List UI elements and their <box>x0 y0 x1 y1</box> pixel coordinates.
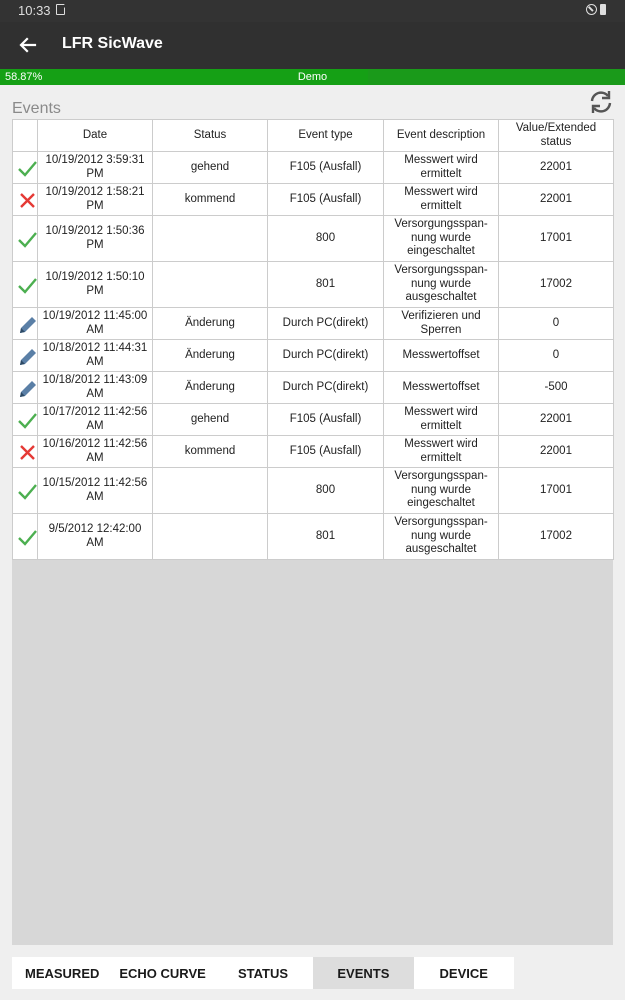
cell-event-type: Durch PC(direkt) <box>268 308 384 340</box>
tab-events[interactable]: EVENTS <box>313 957 413 989</box>
cell-event-description: Versorgungsspan-nung wurde ausgeschaltet <box>384 262 499 308</box>
cell-event-description: Verifizieren und Sperren <box>384 308 499 340</box>
cell-status <box>153 216 268 262</box>
cell-value: 17002 <box>499 514 614 560</box>
system-status-bar <box>0 0 625 22</box>
check-icon <box>16 526 38 548</box>
table-row[interactable] <box>13 514 614 560</box>
table-row[interactable] <box>13 152 614 184</box>
cell-date: 9/5/2012 12:42:00 AM <box>38 514 153 560</box>
cell-icon <box>13 308 38 340</box>
cell-status <box>153 468 268 514</box>
cell-event-description: Versorgungsspan-nung wurde eingeschaltet <box>384 216 499 262</box>
cross-icon <box>16 189 38 211</box>
header-event-type[interactable]: Event type <box>268 120 384 152</box>
header-icon <box>13 120 38 152</box>
tab-measured[interactable]: MEASURED <box>24 966 100 981</box>
app-bar <box>0 22 625 69</box>
check-icon <box>16 157 38 179</box>
cell-date: 10/15/2012 11:42:56 AM <box>38 468 153 514</box>
cell-status <box>153 514 268 560</box>
cell-status: gehend <box>153 152 268 184</box>
table-row[interactable] <box>13 340 614 372</box>
cell-value: -500 <box>499 372 614 404</box>
tab-echo-curve[interactable]: ECHO CURVE <box>119 966 206 981</box>
tab-status[interactable]: STATUS <box>237 966 289 981</box>
cell-event-type: Durch PC(direkt) <box>268 372 384 404</box>
cell-event-type: F105 (Ausfall) <box>268 404 384 436</box>
cell-value: 0 <box>499 308 614 340</box>
cell-event-description: Messwert wird ermittelt <box>384 404 499 436</box>
cell-value: 17002 <box>499 262 614 308</box>
cell-event-description: Messwert wird ermittelt <box>384 436 499 468</box>
cell-icon <box>13 184 38 216</box>
check-icon <box>16 274 38 296</box>
cell-icon <box>13 468 38 514</box>
table-row[interactable] <box>13 216 614 262</box>
table-row[interactable] <box>13 184 614 216</box>
cell-value: 0 <box>499 340 614 372</box>
cell-event-type: 800 <box>268 468 384 514</box>
sim-card-icon <box>56 4 65 15</box>
cell-icon <box>13 372 38 404</box>
table-row[interactable] <box>13 436 614 468</box>
cell-event-type: 801 <box>268 514 384 560</box>
header-status[interactable]: Status <box>153 120 268 152</box>
cell-status: kommend <box>153 436 268 468</box>
back-arrow-icon[interactable] <box>14 32 42 58</box>
table-header-row <box>13 120 614 152</box>
cell-value: 22001 <box>499 184 614 216</box>
check-icon <box>16 409 38 431</box>
cell-event-type: F105 (Ausfall) <box>268 436 384 468</box>
header-event-description[interactable]: Event description <box>384 120 499 152</box>
cell-date: 10/16/2012 11:42:56 AM <box>38 436 153 468</box>
pencil-icon <box>16 377 38 399</box>
cell-date: 10/19/2012 1:50:10 PM <box>38 262 153 308</box>
table-row[interactable] <box>13 372 614 404</box>
cell-event-description: Messwert wird ermittelt <box>384 152 499 184</box>
cell-date: 10/18/2012 11:44:31 AM <box>38 340 153 372</box>
cell-value: 17001 <box>499 216 614 262</box>
cell-event-type: Durch PC(direkt) <box>268 340 384 372</box>
cell-event-type: 801 <box>268 262 384 308</box>
events-table <box>12 119 614 560</box>
pencil-icon <box>16 313 38 335</box>
progress-bar <box>0 69 625 85</box>
cell-date: 10/19/2012 1:50:36 PM <box>38 216 153 262</box>
refresh-icon[interactable] <box>588 90 614 114</box>
cell-icon <box>13 262 38 308</box>
cell-icon <box>13 216 38 262</box>
header-date[interactable]: Date <box>38 120 153 152</box>
cell-icon <box>13 436 38 468</box>
mode-label: Demo <box>297 71 328 83</box>
cell-icon <box>13 340 38 372</box>
table-row[interactable] <box>13 468 614 514</box>
cell-date: 10/19/2012 11:45:00 AM <box>38 308 153 340</box>
check-icon <box>16 480 38 502</box>
cell-event-type: F105 (Ausfall) <box>268 152 384 184</box>
cell-event-type: 800 <box>268 216 384 262</box>
cell-value: 22001 <box>499 404 614 436</box>
cell-event-description: Messwertoffset <box>384 372 499 404</box>
battery-icon <box>600 4 606 15</box>
do-not-disturb-icon <box>586 4 597 15</box>
table-row[interactable] <box>13 404 614 436</box>
cell-status: Änderung <box>153 372 268 404</box>
cell-event-description: Versorgungsspan-nung wurde eingeschaltet <box>384 468 499 514</box>
cell-icon <box>13 514 38 560</box>
cell-event-description: Messwert wird ermittelt <box>384 184 499 216</box>
section-title: Events <box>12 100 61 117</box>
header-value[interactable]: Value/Extended status <box>499 120 614 152</box>
cell-value: 17001 <box>499 468 614 514</box>
tab-device[interactable]: DEVICE <box>439 966 488 981</box>
cell-icon <box>13 404 38 436</box>
progress-percent: 58.87% <box>5 71 43 83</box>
pencil-icon <box>16 345 38 367</box>
cell-status <box>153 262 268 308</box>
cell-event-description: Versorgungsspan-nung wurde ausgeschaltet <box>384 514 499 560</box>
cell-event-type: F105 (Ausfall) <box>268 184 384 216</box>
cell-value: 22001 <box>499 436 614 468</box>
table-row[interactable] <box>13 262 614 308</box>
cell-icon <box>13 152 38 184</box>
cell-status: gehend <box>153 404 268 436</box>
cell-date: 10/18/2012 11:43:09 AM <box>38 372 153 404</box>
app-title: LFR SicWave <box>62 35 163 52</box>
cross-icon <box>16 441 38 463</box>
cell-status: kommend <box>153 184 268 216</box>
cell-event-description: Messwertoffset <box>384 340 499 372</box>
cell-date: 10/19/2012 1:58:21 PM <box>38 184 153 216</box>
cell-value: 22001 <box>499 152 614 184</box>
cell-date: 10/19/2012 3:59:31 PM <box>38 152 153 184</box>
cell-status: Änderung <box>153 340 268 372</box>
cell-status: Änderung <box>153 308 268 340</box>
bottom-tab-bar <box>12 957 514 989</box>
table-row[interactable] <box>13 308 614 340</box>
clock: 10:33 <box>18 3 51 18</box>
cell-date: 10/17/2012 11:42:56 AM <box>38 404 153 436</box>
check-icon <box>16 228 38 250</box>
